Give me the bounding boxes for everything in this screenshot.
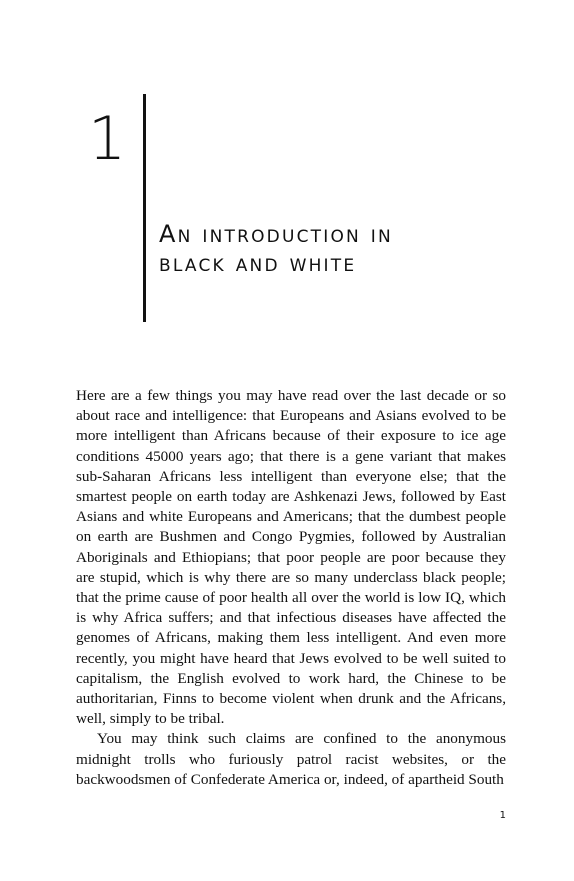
chapter-title — [159, 220, 519, 278]
page-number: 1 — [499, 810, 506, 821]
chapter-body-text — [76, 386, 506, 790]
body-paragraph-1: Here are a few things you may have read over the last decade or so about race and intelligence: that Europeans and Asians evolved to be more intelligent than Africans because of their exposure to ice age conditions 45000 years ago; that there is a gene variant that makes sub-Saharan Africans less intelligent than everyone else; that the smartest people on earth today are Ashkenazi Jews, followed by East Asians and white Europeans and Americans; that the dumbest people on earth are Bushmen and Congo Pygmies, followed by Australian Aboriginals and Ethiopians; that poor people are poor because they are stupid, which is why there are so many underclass black people; that the prime cause of poor health all over the world is low IQ, which is why Africa suffers; and that infectious diseases have affected the genomes of Africans, making them less intelligent. And even more recently, you might have heard that Jews evolved to be well suited to capitalism, the English evolved to work hard, the Chinese to be authoritarian, Finns to become violent when drunk and the Africans, well, simply to be tribal. — [76, 387, 506, 728]
chapter-title-line-1: An introduction in — [159, 220, 393, 248]
chapter-title-line-2: black and white — [159, 249, 357, 277]
body-paragraph-2: You may think such claims are confined to the anonymous midnight trolls who furiously patrol racist websites, or the backwoodsmen of Confederate America or, indeed, of apartheid South — [76, 730, 506, 788]
chapter-divider-rule — [143, 94, 146, 322]
chapter-number: 1 — [88, 104, 127, 174]
